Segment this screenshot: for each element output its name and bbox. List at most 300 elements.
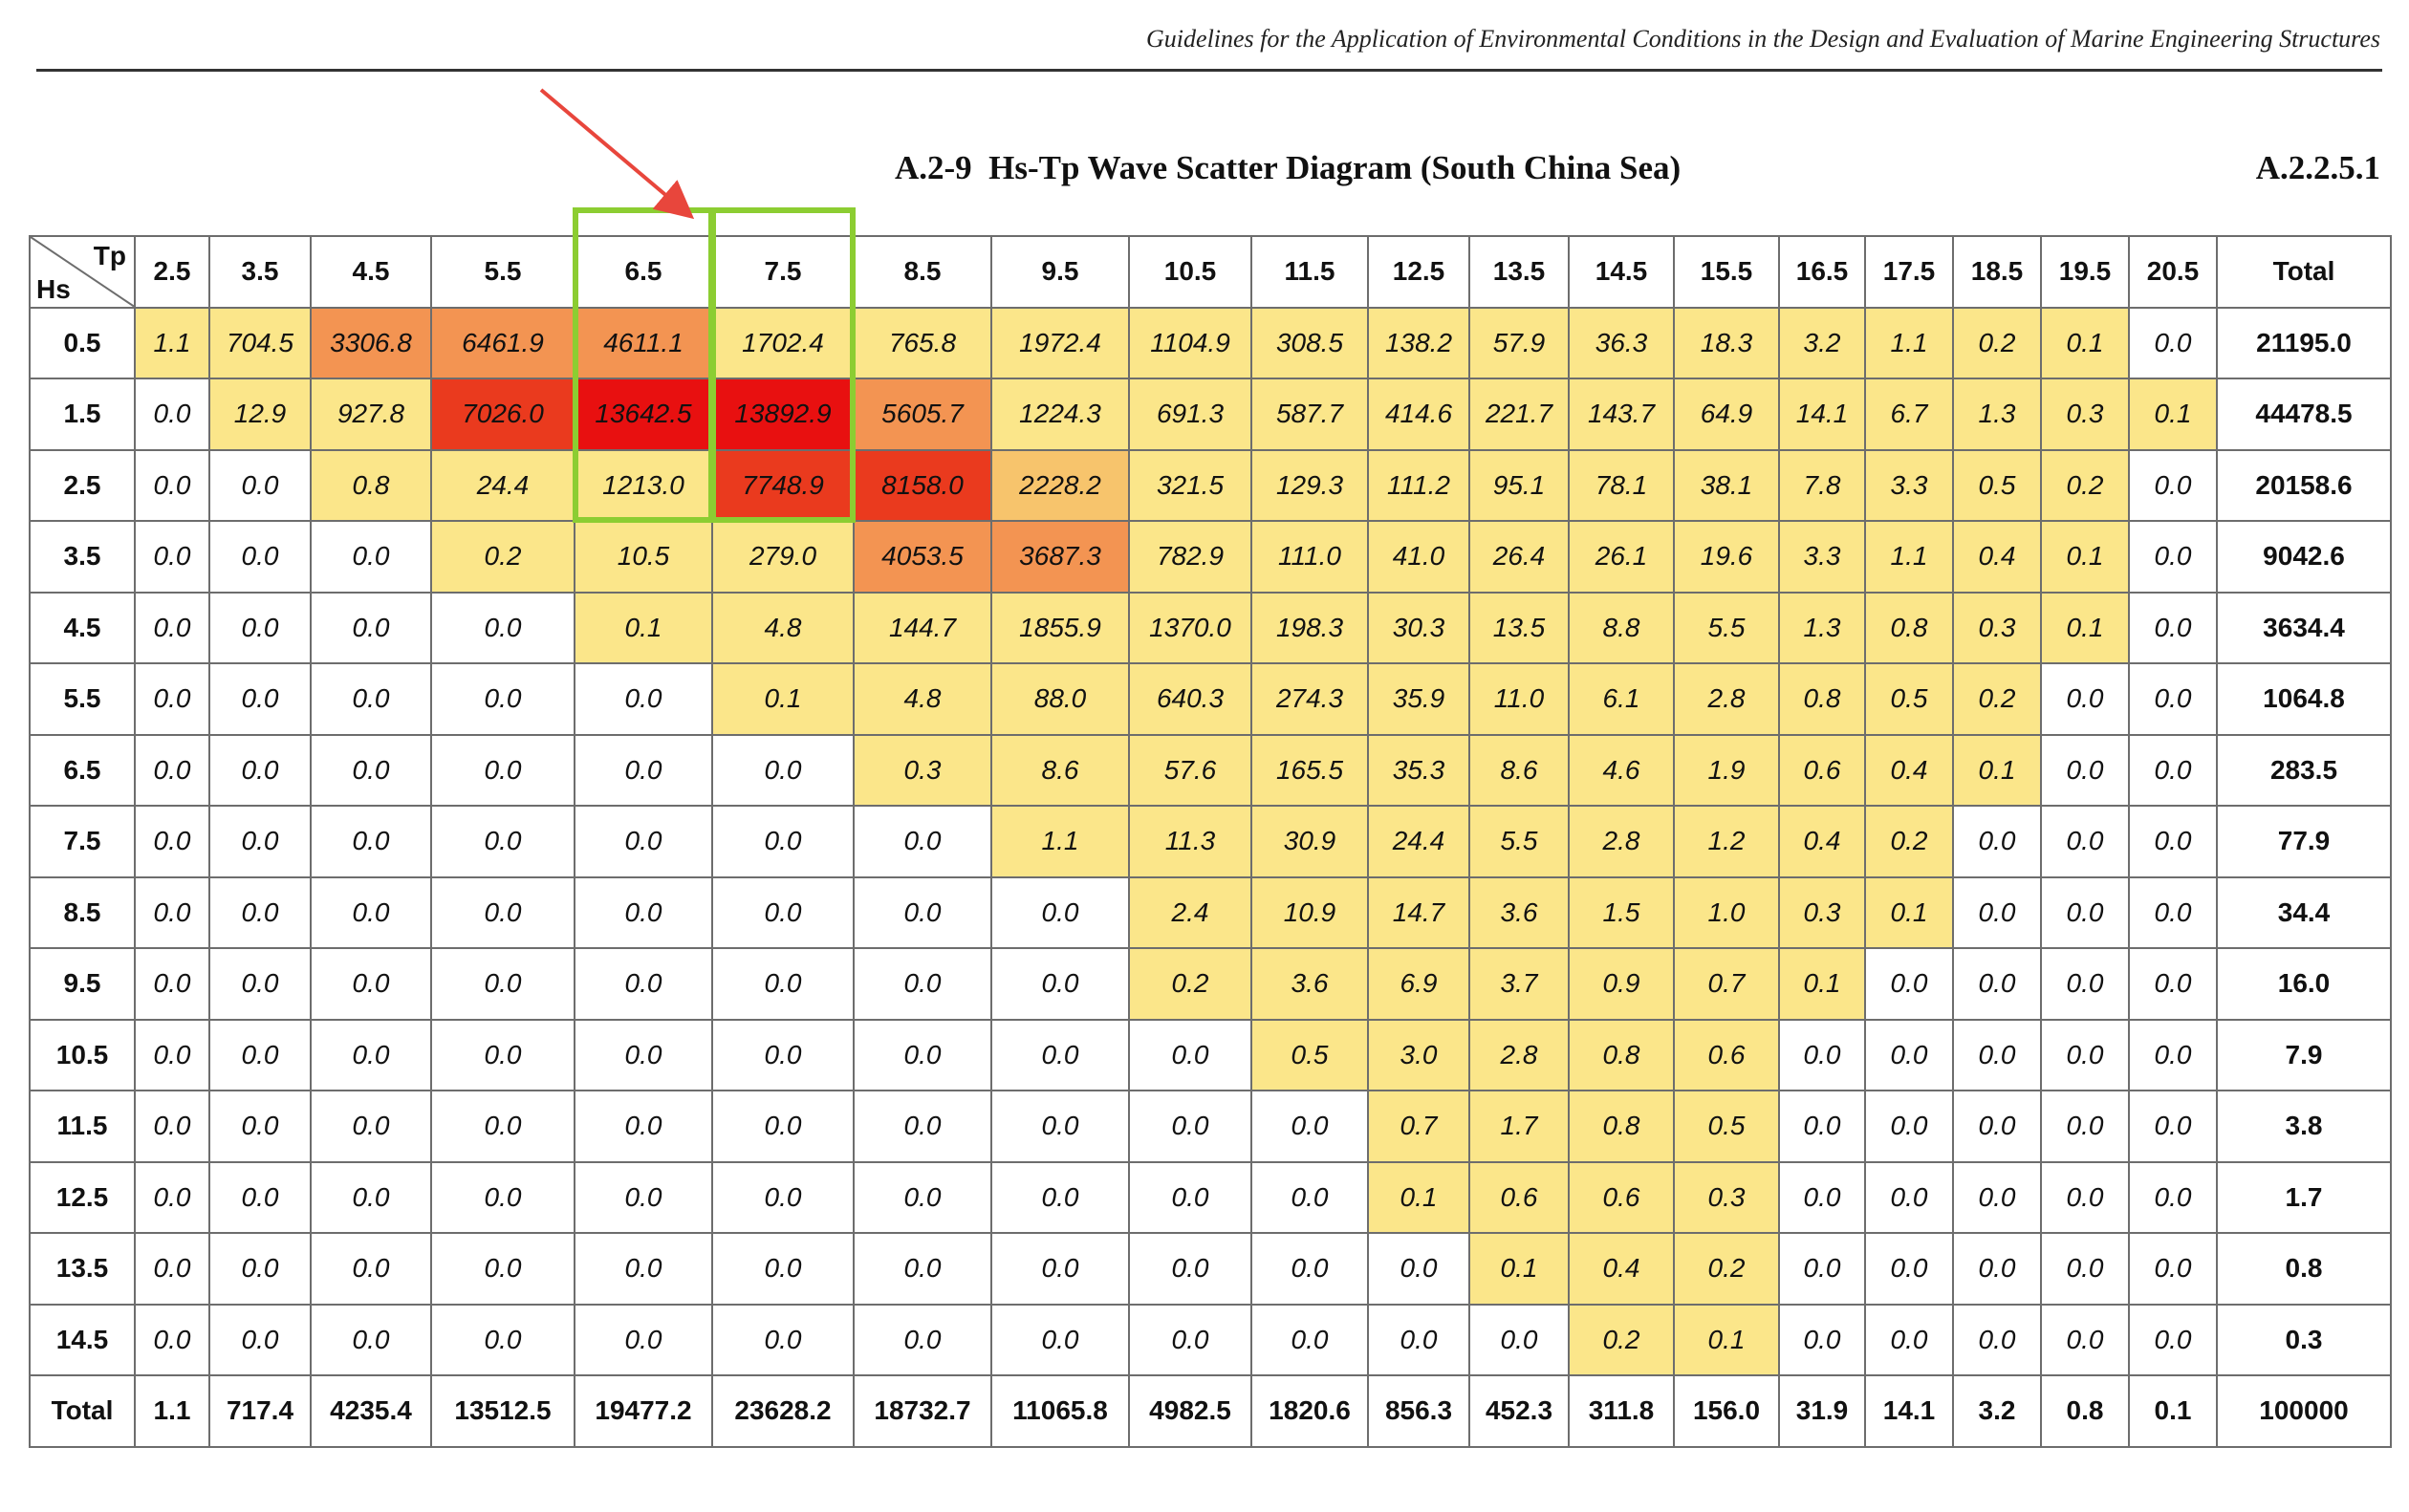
table-cell: 0.0 (575, 663, 712, 735)
table-cell: 13642.5 (575, 378, 712, 450)
table-row (30, 1020, 2391, 1091)
total-column-header: Total (2217, 236, 2391, 308)
hs-row-header: 2.5 (30, 450, 135, 522)
table-cell: 0.2 (1674, 1233, 1779, 1305)
table-cell: 30.9 (1251, 806, 1368, 877)
row-total-cell: 44478.5 (2217, 378, 2391, 450)
table-cell: 0.0 (991, 1020, 1129, 1091)
table-cell: 0.1 (2041, 308, 2129, 379)
column-total-cell: 19477.2 (575, 1375, 712, 1447)
column-total-cell: 31.9 (1779, 1375, 1865, 1447)
table-cell: 2.4 (1129, 877, 1251, 949)
table-cell: 0.0 (2041, 735, 2129, 807)
table-cell: 78.1 (1569, 450, 1674, 522)
table-cell: 691.3 (1129, 378, 1251, 450)
table-cell: 57.6 (1129, 735, 1251, 807)
table-cell: 0.0 (1129, 1020, 1251, 1091)
table-cell: 6.9 (1368, 948, 1469, 1020)
hs-row-header: 13.5 (30, 1233, 135, 1305)
row-total-cell: 283.5 (2217, 735, 2391, 807)
table-cell: 88.0 (991, 663, 1129, 735)
table-cell: 95.1 (1469, 450, 1569, 522)
table-row (30, 593, 2391, 664)
table-cell: 4.6 (1569, 735, 1674, 807)
tp-header-cell: 20.5 (2129, 236, 2217, 308)
table-cell: 0.0 (209, 1305, 311, 1376)
table-cell: 0.0 (2041, 1162, 2129, 1234)
table-cell: 0.3 (2041, 378, 2129, 450)
table-cell: 0.0 (2129, 1305, 2217, 1376)
table-cell: 0.0 (1865, 1233, 1953, 1305)
table-cell: 0.0 (431, 1091, 575, 1162)
table-cell: 0.0 (1953, 1020, 2041, 1091)
table-cell: 0.0 (1251, 1233, 1368, 1305)
running-header: Guidelines for the Application of Environmental Conditions in the Design and Evaluation of Marine Engineering Structures (1146, 25, 2380, 53)
table-cell: 0.7 (1674, 948, 1779, 1020)
table-row (30, 735, 2391, 807)
table-cell: 0.0 (1779, 1162, 1865, 1234)
hs-row-header: 1.5 (30, 378, 135, 450)
table-cell: 24.4 (431, 450, 575, 522)
table-cell: 0.0 (311, 1305, 431, 1376)
table-cell: 0.0 (2129, 521, 2217, 593)
table-cell: 221.7 (1469, 378, 1569, 450)
row-total-cell: 34.4 (2217, 877, 2391, 949)
table-cell: 0.3 (1779, 877, 1865, 949)
table-cell: 5.5 (1674, 593, 1779, 664)
table-cell: 0.0 (991, 1305, 1129, 1376)
tp-header-cell: 8.5 (854, 236, 991, 308)
table-cell: 765.8 (854, 308, 991, 379)
column-total-cell: 3.2 (1953, 1375, 2041, 1447)
hs-row-header: 11.5 (30, 1091, 135, 1162)
table-cell: 0.0 (991, 1162, 1129, 1234)
table-cell: 0.0 (854, 1305, 991, 1376)
table-cell: 0.0 (575, 1091, 712, 1162)
table-cell: 144.7 (854, 593, 991, 664)
table-cell: 0.0 (1953, 948, 2041, 1020)
row-total-cell: 20158.6 (2217, 450, 2391, 522)
table-cell: 0.9 (1569, 948, 1674, 1020)
table-cell: 704.5 (209, 308, 311, 379)
table-cell: 0.0 (854, 948, 991, 1020)
table-cell: 0.1 (2041, 593, 2129, 664)
table-cell: 321.5 (1129, 450, 1251, 522)
table-cell: 0.0 (311, 806, 431, 877)
table-cell: 0.1 (2129, 378, 2217, 450)
table-cell: 1.1 (135, 308, 209, 379)
tp-header-cell: 7.5 (712, 236, 854, 308)
row-total-cell: 0.8 (2217, 1233, 2391, 1305)
table-cell: 13892.9 (712, 378, 854, 450)
table-cell: 0.0 (209, 663, 311, 735)
table-cell: 24.4 (1368, 806, 1469, 877)
grand-total-cell: 100000 (2217, 1375, 2391, 1447)
column-total-cell: 11065.8 (991, 1375, 1129, 1447)
table-cell: 0.0 (575, 1162, 712, 1234)
table-cell: 2.8 (1674, 663, 1779, 735)
column-total-cell: 717.4 (209, 1375, 311, 1447)
table-cell: 0.0 (209, 1233, 311, 1305)
table-cell: 0.0 (991, 1091, 1129, 1162)
table-cell: 927.8 (311, 378, 431, 450)
table-cell: 1.2 (1674, 806, 1779, 877)
table-cell: 0.0 (2129, 1162, 2217, 1234)
table-cell: 138.2 (1368, 308, 1469, 379)
table-cell: 0.0 (431, 1233, 575, 1305)
table-cell: 0.0 (575, 1233, 712, 1305)
table-cell: 38.1 (1674, 450, 1779, 522)
table-cell: 0.0 (1953, 1162, 2041, 1234)
tp-header-cell: 9.5 (991, 236, 1129, 308)
table-row (30, 521, 2391, 593)
table-cell: 0.0 (575, 1305, 712, 1376)
table-cell: 0.0 (209, 877, 311, 949)
table-cell: 0.0 (2041, 806, 2129, 877)
total-row-header: Total (30, 1375, 135, 1447)
table-cell: 0.0 (854, 1162, 991, 1234)
table-cell: 1972.4 (991, 308, 1129, 379)
row-total-cell: 3634.4 (2217, 593, 2391, 664)
table-cell: 0.0 (2129, 735, 2217, 807)
table-cell: 0.1 (1779, 948, 1865, 1020)
table-cell: 0.0 (311, 877, 431, 949)
table-cell: 3.7 (1469, 948, 1569, 1020)
table-cell: 274.3 (1251, 663, 1368, 735)
table-cell: 10.5 (575, 521, 712, 593)
table-cell: 0.0 (431, 877, 575, 949)
column-total-cell: 18732.7 (854, 1375, 991, 1447)
table-cell: 12.9 (209, 378, 311, 450)
table-cell: 0.0 (712, 1091, 854, 1162)
table-cell: 0.2 (1953, 308, 2041, 379)
table-cell: 0.0 (854, 1233, 991, 1305)
table-cell: 0.0 (135, 450, 209, 522)
table-cell: 0.0 (1129, 1233, 1251, 1305)
tp-header-cell: 15.5 (1674, 236, 1779, 308)
row-total-cell: 1.7 (2217, 1162, 2391, 1234)
table-cell: 0.0 (1779, 1233, 1865, 1305)
column-total-cell: 856.3 (1368, 1375, 1469, 1447)
row-total-cell: 1064.8 (2217, 663, 2391, 735)
section-number: A.2.2.5.1 (2255, 149, 2380, 186)
table-cell: 587.7 (1251, 378, 1368, 450)
table-cell: 2.8 (1569, 806, 1674, 877)
table-cell: 0.0 (575, 806, 712, 877)
table-cell: 0.0 (575, 1020, 712, 1091)
corner-header-cell (30, 236, 135, 308)
table-cell: 0.0 (1779, 1020, 1865, 1091)
table-cell: 0.0 (712, 1305, 854, 1376)
table-cell: 0.6 (1569, 1162, 1674, 1234)
table-cell: 0.0 (311, 521, 431, 593)
table-cell: 0.8 (1779, 663, 1865, 735)
tp-header-cell: 19.5 (2041, 236, 2129, 308)
table-cell: 0.8 (1569, 1020, 1674, 1091)
table-cell: 0.0 (311, 948, 431, 1020)
table-cell: 0.0 (209, 593, 311, 664)
table-cell: 0.0 (431, 593, 575, 664)
row-total-cell: 77.9 (2217, 806, 2391, 877)
table-cell: 14.1 (1779, 378, 1865, 450)
table-row (30, 806, 2391, 877)
table-cell: 143.7 (1569, 378, 1674, 450)
table-cell: 0.0 (1368, 1233, 1469, 1305)
table-cell: 0.3 (1674, 1162, 1779, 1234)
table-cell: 0.1 (575, 593, 712, 664)
tp-header-cell: 11.5 (1251, 236, 1368, 308)
table-cell: 0.0 (1953, 806, 2041, 877)
column-total-cell: 1820.6 (1251, 1375, 1368, 1447)
table-cell: 0.0 (431, 1162, 575, 1234)
column-total-cell: 4235.4 (311, 1375, 431, 1447)
hs-row-header: 6.5 (30, 735, 135, 807)
table-cell: 0.3 (854, 735, 991, 807)
table-cell: 0.0 (135, 1162, 209, 1234)
page-title: A.2-9 Hs-Tp Wave Scatter Diagram (South China Sea) (895, 149, 1682, 186)
table-cell: 0.0 (712, 877, 854, 949)
table-cell: 3306.8 (311, 308, 431, 379)
table-cell: 0.0 (209, 521, 311, 593)
table-cell: 0.0 (135, 1233, 209, 1305)
table-cell: 0.0 (1865, 1020, 1953, 1091)
column-total-cell: 311.8 (1569, 1375, 1674, 1447)
column-total-cell: 4982.5 (1129, 1375, 1251, 1447)
table-cell: 0.0 (135, 877, 209, 949)
table-cell: 1213.0 (575, 450, 712, 522)
table-cell: 3687.3 (991, 521, 1129, 593)
table-cell: 0.0 (2129, 1020, 2217, 1091)
tp-header-cell: 14.5 (1569, 236, 1674, 308)
table-cell: 0.2 (431, 521, 575, 593)
table-cell: 0.1 (1953, 735, 2041, 807)
table-cell: 0.0 (1129, 1091, 1251, 1162)
table-cell: 0.8 (1865, 593, 1953, 664)
table-cell: 0.0 (2129, 308, 2217, 379)
tp-header-cell: 16.5 (1779, 236, 1865, 308)
table-cell: 0.0 (311, 593, 431, 664)
table-cell: 14.7 (1368, 877, 1469, 949)
table-cell: 0.0 (431, 735, 575, 807)
column-total-cell: 452.3 (1469, 1375, 1569, 1447)
table-cell: 0.5 (1251, 1020, 1368, 1091)
table-cell: 0.0 (2041, 1233, 2129, 1305)
table-cell: 0.2 (1865, 806, 1953, 877)
table-cell: 0.0 (2041, 1305, 2129, 1376)
table-cell: 111.0 (1251, 521, 1368, 593)
table-cell: 0.0 (311, 1233, 431, 1305)
column-total-cell: 23628.2 (712, 1375, 854, 1447)
table-cell: 0.0 (209, 1020, 311, 1091)
table-row (30, 1091, 2391, 1162)
table-cell: 4053.5 (854, 521, 991, 593)
table-cell: 0.0 (854, 806, 991, 877)
table-cell: 1.7 (1469, 1091, 1569, 1162)
table-cell: 0.0 (2129, 877, 2217, 949)
table-cell: 4.8 (854, 663, 991, 735)
table-cell: 10.9 (1251, 877, 1368, 949)
table-cell: 0.1 (2041, 521, 2129, 593)
table-cell: 0.1 (1674, 1305, 1779, 1376)
column-total-cell: 14.1 (1865, 1375, 1953, 1447)
table-cell: 0.4 (1569, 1233, 1674, 1305)
table-cell: 18.3 (1674, 308, 1779, 379)
table-cell: 0.0 (1865, 1162, 1953, 1234)
column-total-cell: 13512.5 (431, 1375, 575, 1447)
table-cell: 2228.2 (991, 450, 1129, 522)
table-cell: 0.0 (135, 1020, 209, 1091)
table-cell: 0.0 (431, 948, 575, 1020)
table-cell: 0.4 (1865, 735, 1953, 807)
table-cell: 0.0 (1251, 1162, 1368, 1234)
table-cell: 0.0 (575, 877, 712, 949)
corner-hs-label: Hs (36, 273, 71, 304)
table-cell: 0.0 (712, 735, 854, 807)
table-cell: 5605.7 (854, 378, 991, 450)
table-cell: 0.0 (1953, 1233, 2041, 1305)
table-cell: 0.0 (991, 1233, 1129, 1305)
hs-row-header: 7.5 (30, 806, 135, 877)
table-cell: 0.0 (311, 663, 431, 735)
table-cell: 129.3 (1251, 450, 1368, 522)
table-cell: 0.0 (1779, 1091, 1865, 1162)
hs-row-header: 0.5 (30, 308, 135, 379)
table-cell: 3.0 (1368, 1020, 1469, 1091)
table-cell: 0.8 (311, 450, 431, 522)
table-cell: 0.0 (311, 1020, 431, 1091)
table-cell: 0.0 (431, 806, 575, 877)
table-cell: 6.1 (1569, 663, 1674, 735)
table-cell: 0.0 (575, 735, 712, 807)
table-cell: 1.3 (1953, 378, 2041, 450)
table-cell: 57.9 (1469, 308, 1569, 379)
table-cell: 0.0 (712, 806, 854, 877)
table-cell: 1224.3 (991, 378, 1129, 450)
table-cell: 0.2 (2041, 450, 2129, 522)
table-cell: 0.2 (1569, 1305, 1674, 1376)
table-cell: 0.0 (209, 450, 311, 522)
table-cell: 6.7 (1865, 378, 1953, 450)
hs-row-header: 4.5 (30, 593, 135, 664)
table-cell: 0.0 (209, 1162, 311, 1234)
table-cell: 0.0 (991, 877, 1129, 949)
table-row (30, 1305, 2391, 1376)
table-row (30, 1162, 2391, 1234)
table-cell: 0.0 (135, 806, 209, 877)
table-cell: 0.0 (431, 1020, 575, 1091)
column-total-cell: 0.1 (2129, 1375, 2217, 1447)
table-cell: 3.2 (1779, 308, 1865, 379)
table-cell: 0.0 (991, 948, 1129, 1020)
table-cell: 0.0 (712, 1020, 854, 1091)
tp-header-cell: 6.5 (575, 236, 712, 308)
table-cell: 0.0 (1469, 1305, 1569, 1376)
table-cell: 0.0 (1129, 1305, 1251, 1376)
table-cell: 1104.9 (1129, 308, 1251, 379)
hs-row-header: 3.5 (30, 521, 135, 593)
table-row (30, 948, 2391, 1020)
table-cell: 1.3 (1779, 593, 1865, 664)
table-row (30, 378, 2391, 450)
table-cell: 64.9 (1674, 378, 1779, 450)
table-cell: 11.3 (1129, 806, 1251, 877)
table-cell: 0.0 (2041, 1020, 2129, 1091)
table-cell: 0.0 (135, 663, 209, 735)
table-cell: 0.0 (712, 948, 854, 1020)
table-cell: 13.5 (1469, 593, 1569, 664)
header-rule (36, 69, 2382, 72)
table-cell: 0.0 (712, 1162, 854, 1234)
table-cell: 0.0 (1953, 1091, 2041, 1162)
table-cell: 279.0 (712, 521, 854, 593)
table-cell: 0.7 (1368, 1091, 1469, 1162)
tp-header-cell: 17.5 (1865, 236, 1953, 308)
table-cell: 3.3 (1865, 450, 1953, 522)
table-cell: 111.2 (1368, 450, 1469, 522)
tp-header-cell: 5.5 (431, 236, 575, 308)
column-total-cell: 156.0 (1674, 1375, 1779, 1447)
table-cell: 0.0 (2129, 1091, 2217, 1162)
table-cell: 0.8 (1569, 1091, 1674, 1162)
row-total-cell: 7.9 (2217, 1020, 2391, 1091)
table-cell: 0.0 (854, 1020, 991, 1091)
table-cell: 0.5 (1674, 1091, 1779, 1162)
table-cell: 0.0 (311, 1091, 431, 1162)
tp-header-cell: 13.5 (1469, 236, 1569, 308)
table-cell: 0.0 (311, 735, 431, 807)
table-cell: 0.0 (2129, 1233, 2217, 1305)
table-cell: 0.6 (1779, 735, 1865, 807)
row-total-cell: 9042.6 (2217, 521, 2391, 593)
table-cell: 8158.0 (854, 450, 991, 522)
table-cell: 0.0 (1251, 1091, 1368, 1162)
hs-row-header: 8.5 (30, 877, 135, 949)
table-cell: 0.0 (1865, 1305, 1953, 1376)
hs-row-header: 10.5 (30, 1020, 135, 1091)
table-cell: 3.6 (1251, 948, 1368, 1020)
wave-scatter-table (29, 235, 2392, 1448)
corner-tp-label: Tp (93, 241, 126, 270)
table-cell: 0.0 (1129, 1162, 1251, 1234)
table-cell: 8.6 (1469, 735, 1569, 807)
table-cell: 6461.9 (431, 308, 575, 379)
tp-header-cell: 12.5 (1368, 236, 1469, 308)
table-cell: 35.3 (1368, 735, 1469, 807)
table-cell: 0.3 (1953, 593, 2041, 664)
table-cell: 414.6 (1368, 378, 1469, 450)
table-cell: 19.6 (1674, 521, 1779, 593)
table-cell: 0.5 (1865, 663, 1953, 735)
table-cell: 0.0 (854, 1091, 991, 1162)
table-row (30, 877, 2391, 949)
table-cell: 8.6 (991, 735, 1129, 807)
table-row (30, 450, 2391, 522)
table-row (30, 1233, 2391, 1305)
table-cell: 0.0 (209, 1091, 311, 1162)
table-cell: 0.0 (1368, 1305, 1469, 1376)
table-cell: 0.4 (1953, 521, 2041, 593)
table-cell: 0.0 (311, 1162, 431, 1234)
table-cell: 0.0 (854, 877, 991, 949)
table-cell: 0.0 (2041, 948, 2129, 1020)
tp-header-cell: 18.5 (1953, 236, 2041, 308)
table-cell: 41.0 (1368, 521, 1469, 593)
table-cell: 1.1 (1865, 521, 1953, 593)
tp-header-cell: 3.5 (209, 236, 311, 308)
table-cell: 0.0 (2041, 877, 2129, 949)
table-cell: 35.9 (1368, 663, 1469, 735)
table-cell: 1370.0 (1129, 593, 1251, 664)
